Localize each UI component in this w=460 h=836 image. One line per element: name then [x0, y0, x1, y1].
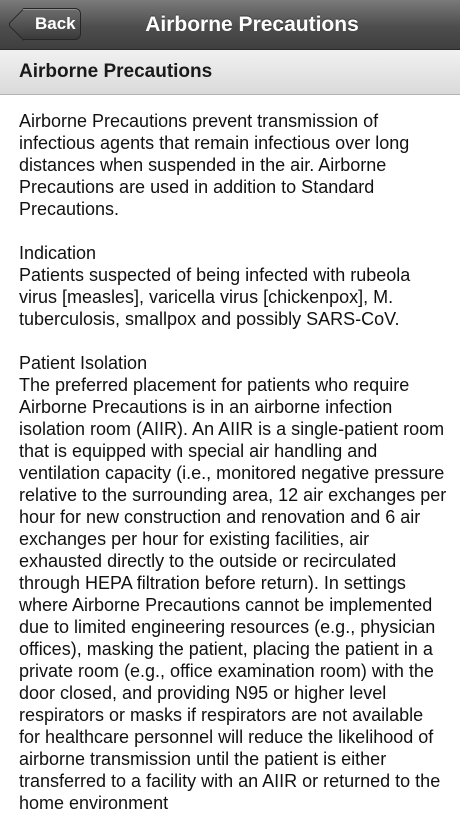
section-header: Airborne Precautions [0, 50, 460, 95]
back-button-label: Back [35, 14, 76, 33]
isolation-text: The preferred placement for patients who require Airborne Precautions is in an airborne infection isolation room (AIIR). An AIIR is a single-patient room that is equipped with special air handling and ventilation capacity (i.e., monitored negative pressure relative to the surrounding area, 12 air exchanges per hour for new construction and renovation and 6 air exchanges per hour for existing facilities, air exhausted directly to the outside or recirculated through HEPA filtration before return). In settings where Airborne Precautions cannot be implemented due to limited engineering resources (e.g., physician offices), masking the patient, placing the patient in a private room (e.g., office examination room) with the door closed, and providing N95 or higher level respirators or masks if respirators are not available for healthcare personnel will reduce the likelihood of airborne transmission until the patient is either transferred to a facility with an AIIR or returned to the home environment [19, 375, 447, 813]
navigation-bar [0, 0, 460, 50]
isolation-heading: Patient Isolation [19, 353, 148, 373]
indication-block [19, 242, 449, 330]
page-title: Airborne Precautions [145, 13, 359, 36]
isolation-block [19, 352, 449, 814]
intro-paragraph: Airborne Precautions prevent transmission of infectious agents that remain infectious over long distances when suspended in the air. Airborne Precautions are used in addition to Standard Precautions. [19, 111, 410, 219]
indication-text: Patients suspected of being infected with rubeola virus [measles], varicella virus [chickenpox], M. tuberculosis, smallpox and possibly SARS-CoV. [19, 265, 411, 329]
back-button[interactable] [23, 8, 81, 40]
content-body [19, 110, 449, 836]
indication-heading: Indication [19, 243, 97, 263]
